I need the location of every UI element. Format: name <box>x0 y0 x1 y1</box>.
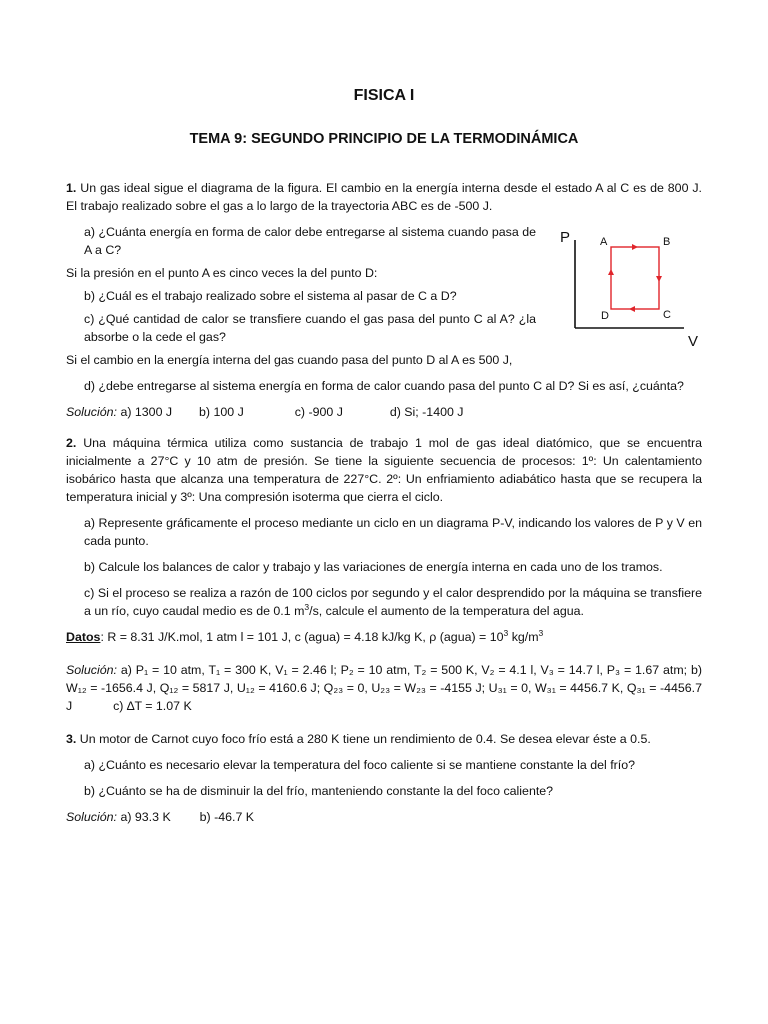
problem1-question-b: b) ¿Cuál es el trabajo realizado sobre el sistema al pasar de C a D? <box>84 289 457 303</box>
problem3-statement <box>66 730 702 748</box>
problem2-sol-a: a) P₁ = 10 atm, T₁ = 300 K, V₁ = 2.46 l; P₂ = 10 atm, T₂ = 500 K, V₂ = 4.1 l, V₃ = 14.7 l, P₃ = 1.67 atm; <box>120 663 688 677</box>
datos-pre: : R = 8.31 J/K.mol, 1 atm l = 101 J, c (agua) = 4.18 kJ/kg K, ρ (agua) = 10 <box>100 630 504 644</box>
problem2-solution <box>66 661 702 715</box>
problem3-number: 3. <box>66 732 77 746</box>
problem3-question-b: b) ¿Cuánto se ha de disminuir la del frío, manteniendo constante la del foco caliente? <box>84 784 554 798</box>
solution-label: Solución: <box>66 663 117 677</box>
page-subtitle: TEMA 9: SEGUNDO PRINCIPIO DE LA TERMODINÁMICA <box>189 131 579 147</box>
problem1-solution <box>66 403 702 421</box>
problem1-condition2: Si el cambio en la energía interna del gas cuando pasa del punto D al A es 500 J, <box>66 353 513 367</box>
point-label-d: D <box>601 310 609 322</box>
arrow-bc-icon <box>656 276 662 282</box>
problem3-sol-a: a) 93.3 K <box>120 810 171 824</box>
point-label-c: C <box>663 309 671 321</box>
cycle-rectangle <box>611 247 659 309</box>
point-label-a: A <box>600 236 608 248</box>
solution-label: Solución: <box>66 405 117 419</box>
problem2-question-c-post: /s, calcule el aumento de la temperatura del agua. <box>309 604 584 618</box>
datos-sup1: 3 <box>503 627 509 638</box>
problem1-condition1: Si la presión en el punto A es cinco veces la del punto D: <box>66 266 378 280</box>
problem2-question-a: a) Represente gráficamente el proceso mediante un ciclo en un diagrama P-V, indicando los valores de P y V en cada punto. <box>84 516 702 548</box>
problem3-question-a: a) ¿Cuánto es necesario elevar la temperatura del foco caliente si se mantiene constante la del frío? <box>84 758 636 772</box>
problem1-text: Un gas ideal sigue el diagrama de la figura. El cambio en la energía interna desde el estado A al C es de 800 J. El trabajo realizado sobre el gas a lo largo de la trayectoria ABC es de -500 J. <box>66 181 702 213</box>
arrow-ab-icon <box>632 244 638 250</box>
problem2-question-b: b) Calcule los balances de calor y trabajo y las variaciones de energía interna en cada uno de los tramos. <box>84 560 663 574</box>
problem1-question-a: a) ¿Cuánta energía en forma de calor debe entregarse al sistema cuando pasa de A a C? <box>84 225 536 257</box>
problem3-sol-b: b) -46.7 K <box>199 810 255 824</box>
pv-diagram-figure <box>556 222 706 350</box>
problem1-sol-c: c) -900 J <box>294 405 343 419</box>
problem2-number: 2. <box>66 436 77 450</box>
problem2-question-c-pre: c) Si el proceso se realiza a razón de 100 ciclos por segundo y el calor desprendido por la máquina se transfiere a un río, cuyo caudal medio es de 0.1 m <box>84 586 702 618</box>
point-label-b: B <box>663 236 671 248</box>
problem2-statement <box>66 434 702 506</box>
datos-label: Datos <box>66 630 101 644</box>
axis-label-p: P <box>560 229 571 246</box>
axis-label-v: V <box>688 333 699 350</box>
problem2-question-c-sup: 3 <box>304 601 310 612</box>
solution-label: Solución: <box>66 810 117 824</box>
pv-diagram <box>556 222 706 350</box>
problem2-datos <box>66 628 702 646</box>
problem2-question-c <box>66 584 702 620</box>
problem1-sol-a: a) 1300 J <box>120 405 173 419</box>
problem1-sol-b: b) 100 J <box>199 405 244 419</box>
arrow-cd-icon <box>629 306 635 312</box>
problem1-question-d: d) ¿debe entregarse al sistema energía en forma de calor cuando pasa del punto C al D? Si es así, ¿cuánta? <box>84 379 684 393</box>
problem3-solution <box>66 808 702 826</box>
problem2-sol-c: c) ∆T = 1.07 K <box>113 699 192 713</box>
datos-sup2: 3 <box>538 627 544 638</box>
problem1-statement <box>66 179 702 215</box>
cycle-path <box>608 244 662 312</box>
page-title: FISICA I <box>353 87 415 104</box>
problem2-text: Una máquina térmica utiliza como sustancia de trabajo 1 mol de gas ideal diatómico, que se encuentra inicialmente a 27°C y 10 atm de presión. Se tiene la siguiente secuencia de procesos: 1º: Un calentamiento isobárico hasta que alcanza una temperatura de 227°C. 2º: Un enfriamiento adiabático hasta que se recupera la temperatura inicial y 3º: Una compresión isoterma que cierra el ciclo. <box>66 436 702 504</box>
problem1-number: 1. <box>66 181 77 195</box>
problem1-sol-d: d) Si; -1400 J <box>389 405 464 419</box>
datos-mid: kg/m <box>508 630 539 644</box>
problem1-question-c: c) ¿Qué cantidad de calor se transfiere cuando el gas pasa del punto C al A? ¿la absorbe o la cede el gas? <box>84 312 536 344</box>
problem3-text: Un motor de Carnot cuyo foco frío está a 280 K tiene un rendimiento de 0.4. Se desea elevar éste a 0.5. <box>79 732 651 746</box>
problem2-sol-b: b) W₁₂ = -1656.4 J, Q₁₂ = 5817 J, U₁₂ = 4160.6 J; Q₂₃ = 0, U₂₃ = W₂₃ = -4155 J; U₃₁ = 0, W₃₁ = 4456.7 K, Q₃₁ = -4456.7 J <box>66 663 702 713</box>
arrow-da-icon <box>608 269 614 275</box>
